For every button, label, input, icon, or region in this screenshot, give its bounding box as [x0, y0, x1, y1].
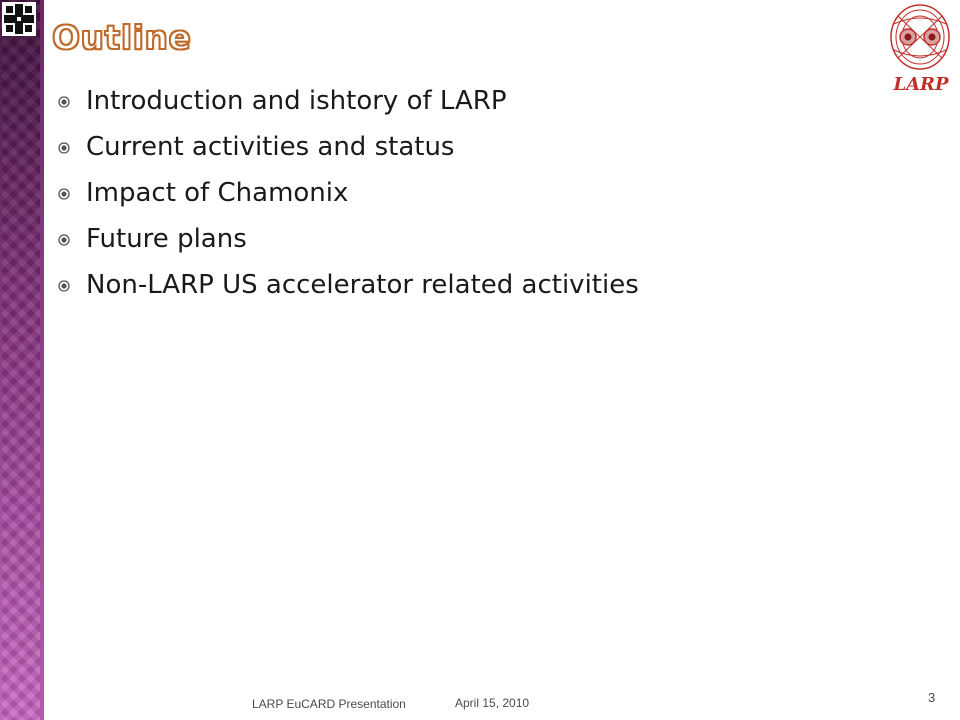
circle-dot-icon — [58, 96, 70, 108]
circle-dot-icon — [58, 188, 70, 200]
footer-presentation-title: LARP EuCARD Presentation — [252, 697, 406, 711]
larp-logo-text: LARP — [893, 74, 949, 95]
bullet-item — [58, 78, 878, 124]
bullet-text: Current activities and status — [86, 132, 455, 162]
bullet-text: Impact of Chamonix — [86, 178, 349, 208]
page-number: 3 — [928, 690, 936, 705]
bullet-text: Future plans — [86, 224, 247, 254]
bullet-item — [58, 170, 878, 216]
circle-dot-icon — [58, 142, 70, 154]
left-decorative-strip — [0, 0, 44, 720]
bullet-item — [58, 124, 878, 170]
fermilab-logo-icon — [2, 2, 36, 36]
slide-title: Outline — [52, 18, 192, 57]
bullet-text: Non-LARP US accelerator related activities — [86, 270, 639, 300]
bullet-text: Introduction and ishtory of LARP — [86, 86, 507, 116]
left-strip-edge — [40, 0, 44, 720]
bullet-list — [58, 78, 878, 308]
circle-dot-icon — [58, 280, 70, 292]
larp-logo — [874, 0, 958, 102]
larp-logo-icon — [888, 2, 952, 72]
circle-dot-icon — [58, 234, 70, 246]
footer-date: April 15, 2010 — [455, 696, 530, 710]
bullet-item — [58, 262, 878, 308]
bullet-item — [58, 216, 878, 262]
